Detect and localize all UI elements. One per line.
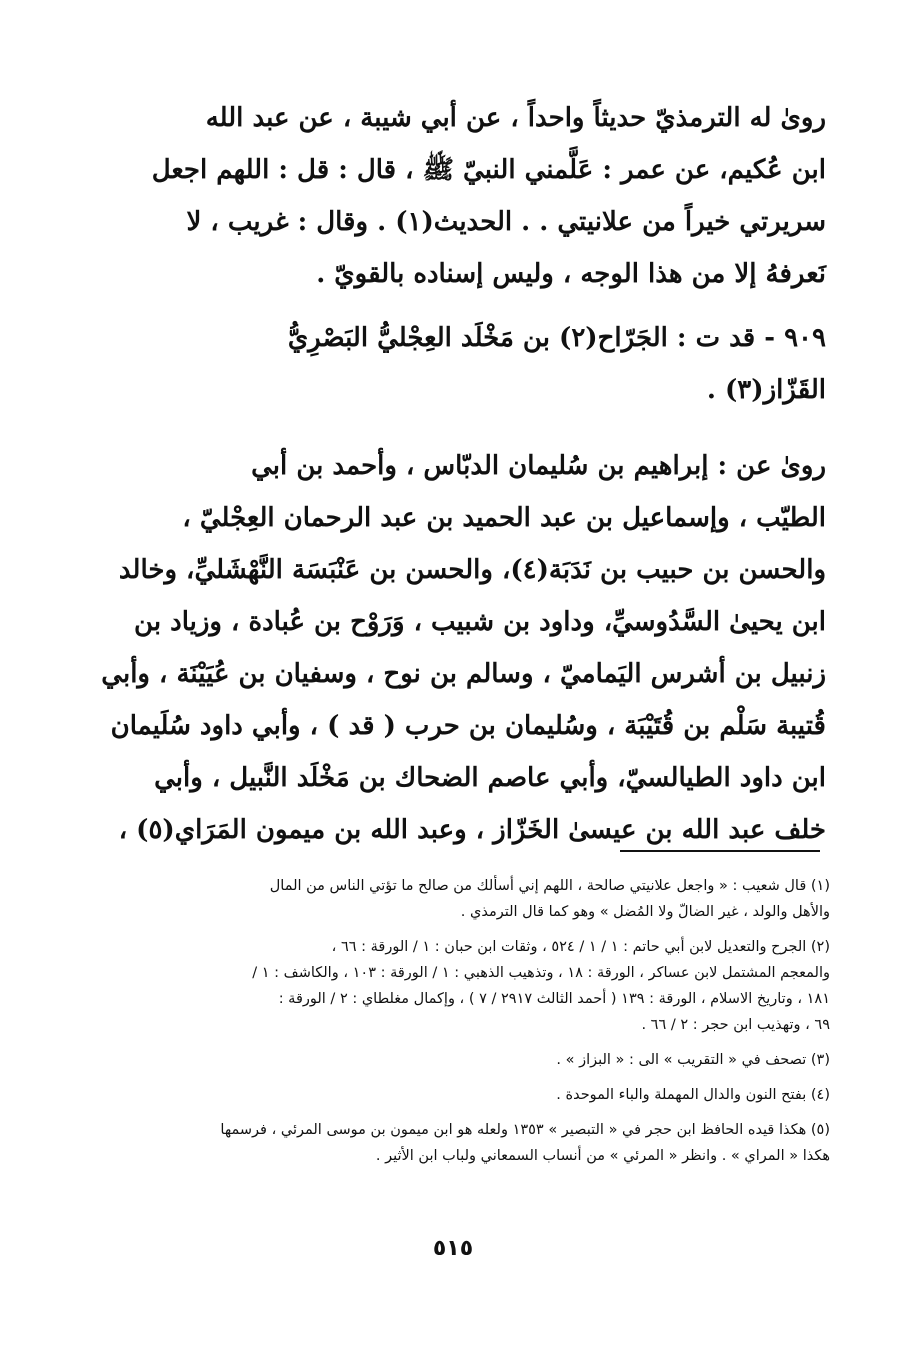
- paragraph-narrated-from: [101, 440, 826, 856]
- text-line: رویٰ عن : إبراهيم بن سُليمان الدبّاس ، وأحمد بن أبي: [251, 451, 826, 481]
- text-line: نَعرفهُ إلا من هذا الوجه ، وليس إسناده بالقويّ .: [316, 259, 826, 289]
- text-line: قُتيبة سَلْم بن قُتَيْبَة ، وسُليمان بن حرب ( قد ) ، وأبي داود سُلَيمان: [110, 711, 826, 741]
- text-line: زنبيل بن أشرس اليَماميّ ، وسالم بن نوح ، وسفيان بن عُيَيْنَة ، وأبي: [101, 659, 826, 689]
- entry-title-line: ٩٠٩ - قد ت : الجَرّاح(٢) بن مَخْلَد العِجْليُّ البَصْرِيُّ: [287, 323, 826, 353]
- footnote-2: [130, 934, 830, 1038]
- footnote-line: والأهل والولد ، غير الضالّ ولا المُضل » وهو كما قال الترمذي .: [460, 904, 830, 920]
- text-line: ابن يحيىٰ السَّدُوسيِّ، وداود بن شبيب ، وَرَوْح بن عُبادة ، وزياد بن: [134, 607, 826, 637]
- footnote-line: (٤) بفتح النون والدال المهملة والباء الموحدة .: [556, 1087, 830, 1103]
- footnote-line: هكذا « المراي » . وانظر « المرئي » من أنساب السمعاني ولباب ابن الأثير .: [375, 1148, 830, 1164]
- page-number: ٥١٥: [432, 1236, 474, 1261]
- footnote-line: ٦٩ ، وتهذيب ابن حجر : ٢ / ٦٦ .: [641, 1017, 830, 1033]
- text-line: ابن عُكيم، عن عمر : عَلَّمني النبيّ ﷺ ، قال : قل : اللهم اجعل: [151, 155, 826, 185]
- text-line: سريرتي خيراً من علانيتي . . الحديث(١) . وقال : غريب ، لا: [186, 207, 826, 237]
- paragraph-tirmidhi-narration: [140, 92, 826, 300]
- footnote-1: [130, 873, 830, 925]
- footnote-line: والمعجم المشتمل لابن عساكر ، الورقة : ١٨ ، وتذهيب الذهبي : ١ / الورقة : ١٠٣ ، والكاشف : ١ /: [252, 965, 830, 981]
- text-line: والحسن بن حبيب بن نَدَبَة(٤)، والحسن بن عَنْبَسَة النَّهْشَليِّ، وخالد: [118, 555, 826, 585]
- footnote-line: (٥) هكذا قيده الحافظ ابن حجر في « التبصير » ١٣٥٣ ولعله هو ابن ميمون بن موسى المرئي ، فرسمها: [220, 1122, 830, 1138]
- footnote-3: [130, 1047, 830, 1073]
- footnote-line: (٢) الجرح والتعديل لابن أبي حاتم : ١ / ١ / ٥٢٤ ، وثقات ابن حبان : ١ / الورقة : ٦٦ ،: [331, 939, 830, 955]
- footnote-line: (٣) تصحف في « التقريب » الى : « البزاز » .: [556, 1052, 830, 1068]
- text-line: خلف عبد الله بن عيسىٰ الخَزّاز ، وعبد الله بن ميمون المَرَاي(٥) ،: [118, 815, 826, 845]
- entry-title-line: القَزّاز(٣) .: [706, 375, 826, 405]
- footnote-line: ١٨١ ، وتاريخ الاسلام ، الورقة : ١٣٩ ( أحمد الثالث ٢٩١٧ / ٧ ) ، وإكمال مغلطاي : ٢ / الورقة :: [278, 991, 830, 1007]
- footnotes: [130, 873, 830, 1178]
- entry-heading: [140, 312, 826, 416]
- footnote-divider: [620, 850, 820, 852]
- text-line: ابن داود الطيالسيّ، وأبي عاصم الضحاك بن مَخْلَد النَّبيل ، وأبي: [154, 763, 826, 793]
- footnote-4: [130, 1082, 830, 1108]
- text-line: الطيّب ، وإسماعيل بن عبد الحميد بن عبد الرحمان العِجْليّ ،: [182, 503, 826, 533]
- footnote-line: (١) قال شعيب : « واجعل علانيتي صالحة ، اللهم إني أسألك من صالح ما تؤتي الناس من المال: [269, 878, 830, 894]
- footnote-5: [130, 1117, 830, 1169]
- text-line: رویٰ له الترمذيّ حديثاً واحداً ، عن أبي شيبة ، عن عبد الله: [205, 103, 826, 133]
